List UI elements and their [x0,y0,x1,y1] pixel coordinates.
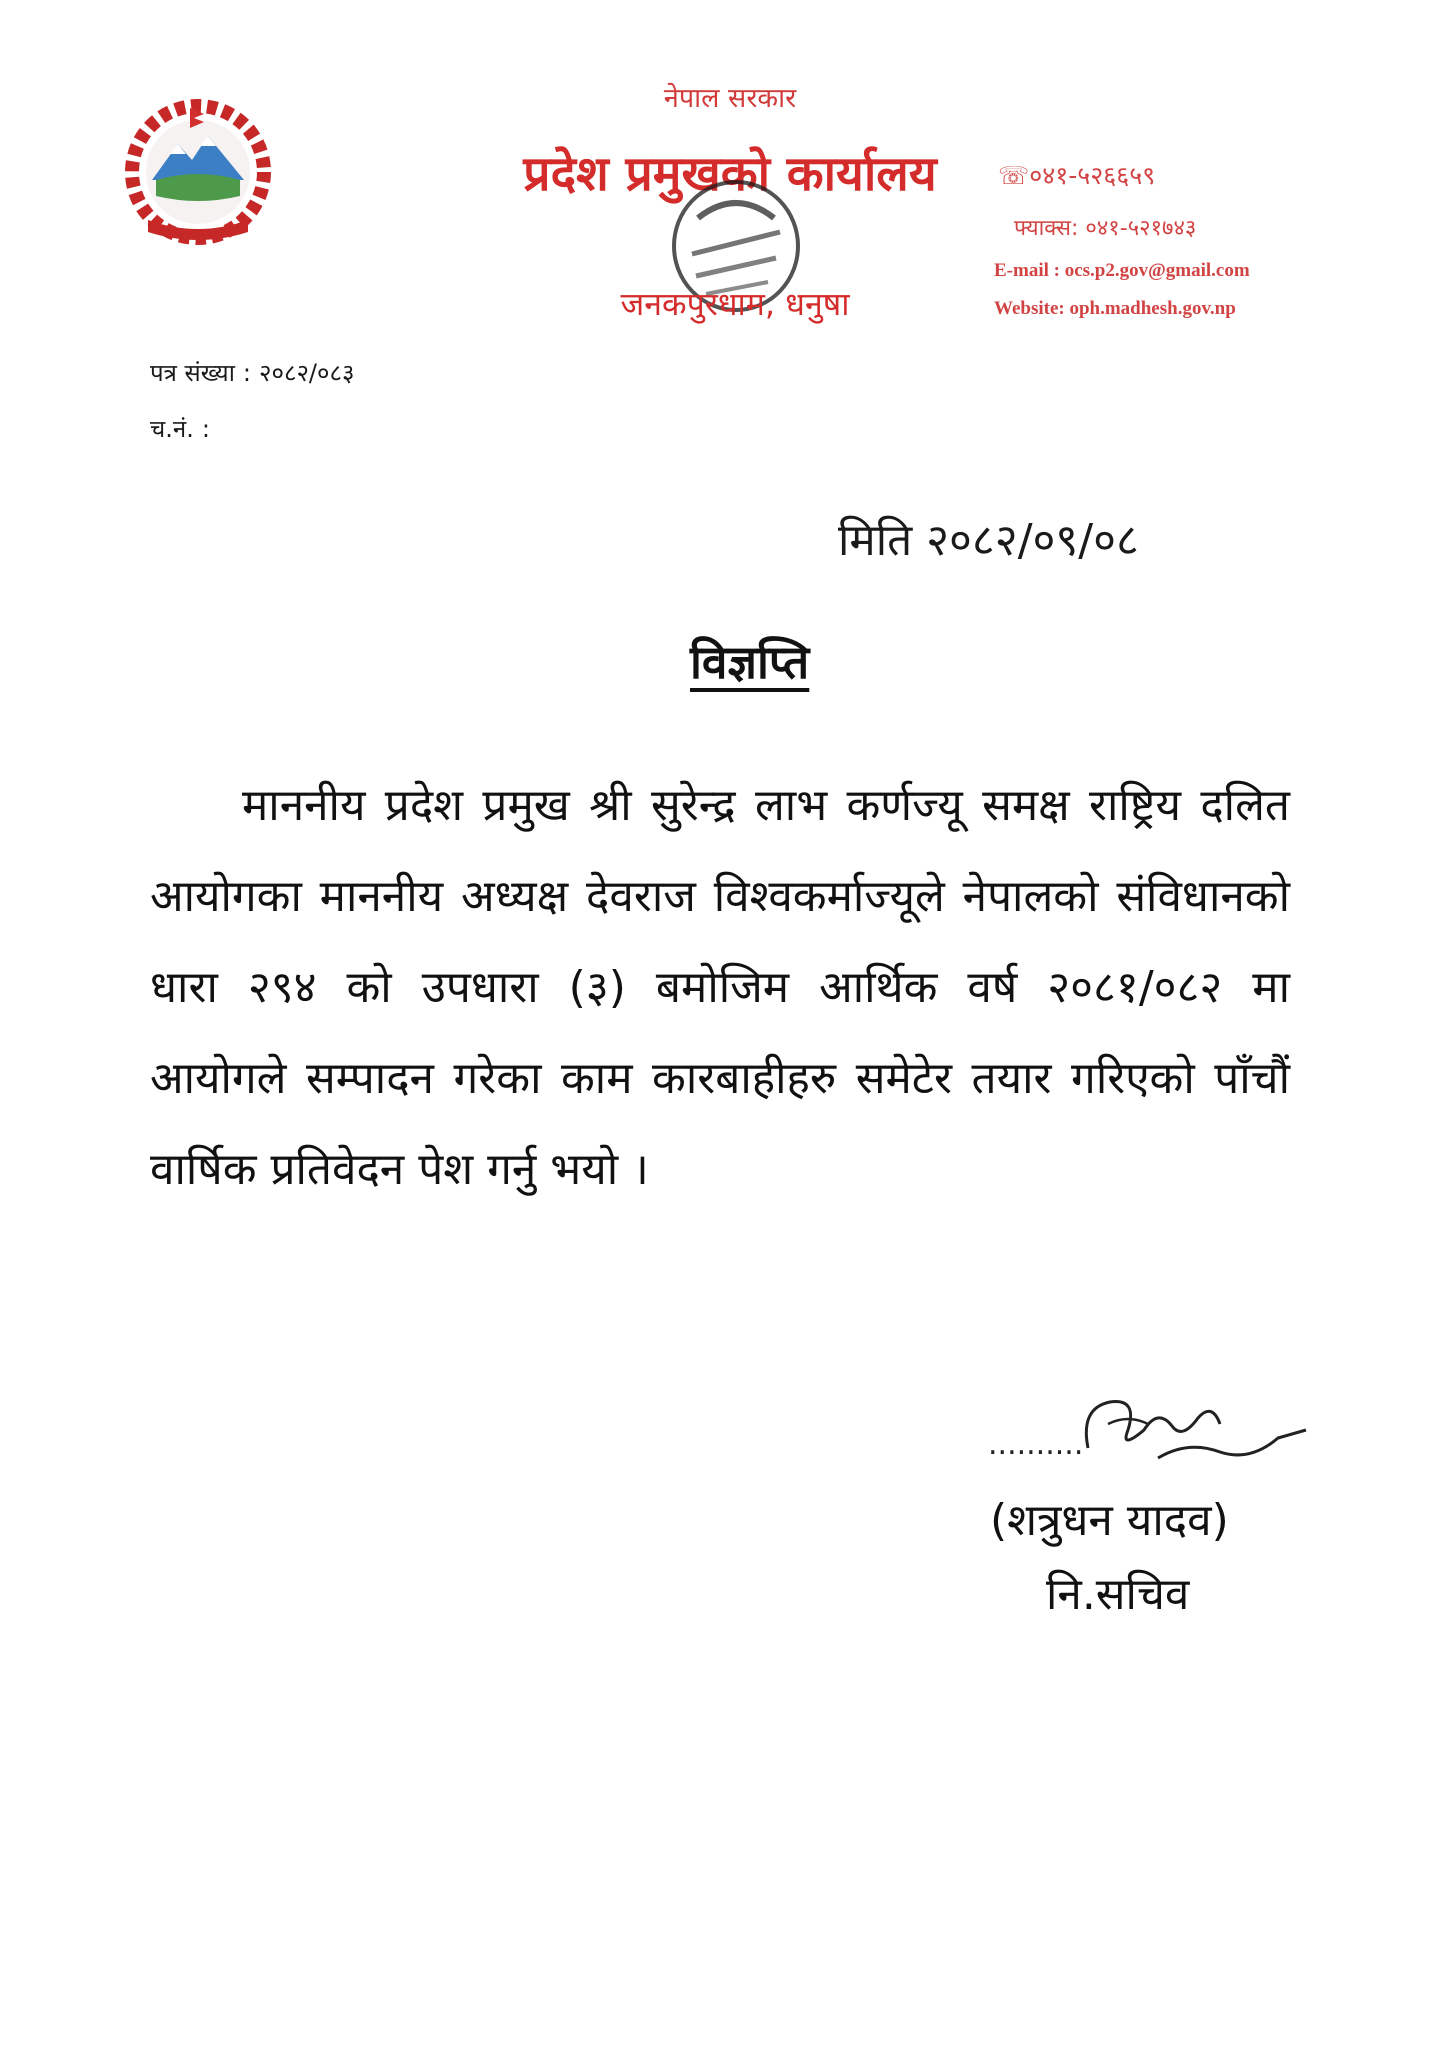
government-heading: नेपाल सरकार [663,83,797,114]
notice-title: विज्ञप्ति [690,635,810,689]
signatory-name: (शत्रुधन यादव) [990,1495,1229,1546]
signature-icon [988,1378,1318,1478]
notice-body [150,760,1290,1215]
signatory-designation: नि.सचिव [1046,1569,1190,1620]
svg-text:..........: .......... [988,1427,1084,1462]
dispatch-number-label: च.नं. [150,415,194,443]
website-address: Website: oph.madhesh.gov.np [994,298,1236,319]
fax-number: फ्याक्स: ०४१-५२१७४३ [1014,216,1197,241]
notice-paragraph: माननीय प्रदेश प्रमुख श्री सुरेन्द्र लाभ कर्णज्यू समक्ष राष्ट्रिय दलित आयोगका माननीय अध्यक्ष देवराज विश्वकर्माज्यूले नेपालको संविधानको धारा २९४ को उपधारा (३) बमोजिम आर्थिक वर्ष २०८१/०८२ मा आयोगले सम्पादन गरेका काम कारबाहीहरु समेटेर तयार गरिएको पाँचौं वार्षिक प्रतिवेदन पेश गर्नु भयो । [150,780,1290,1195]
letter-number-label: पत्र संख्या [150,359,235,387]
office-title: प्रदेश प्रमुखको कार्यालय [523,146,937,202]
letter-number: पत्र संख्या : २०८२/०८३ [150,359,355,387]
email-address: E-mail : ocs.p2.gov@gmail.com [994,260,1250,281]
letter-number-value: २०८२/०८३ [259,359,355,387]
phone-number: ☏०४१-५२६६५९ [998,161,1156,190]
dispatch-number: च.नं. : [150,415,210,443]
nepal-emblem-icon [108,88,288,248]
office-location: जनकपुरधाम, धनुषा [620,285,850,323]
letter-date: मिति २०८२/०९/०८ [838,515,1139,566]
